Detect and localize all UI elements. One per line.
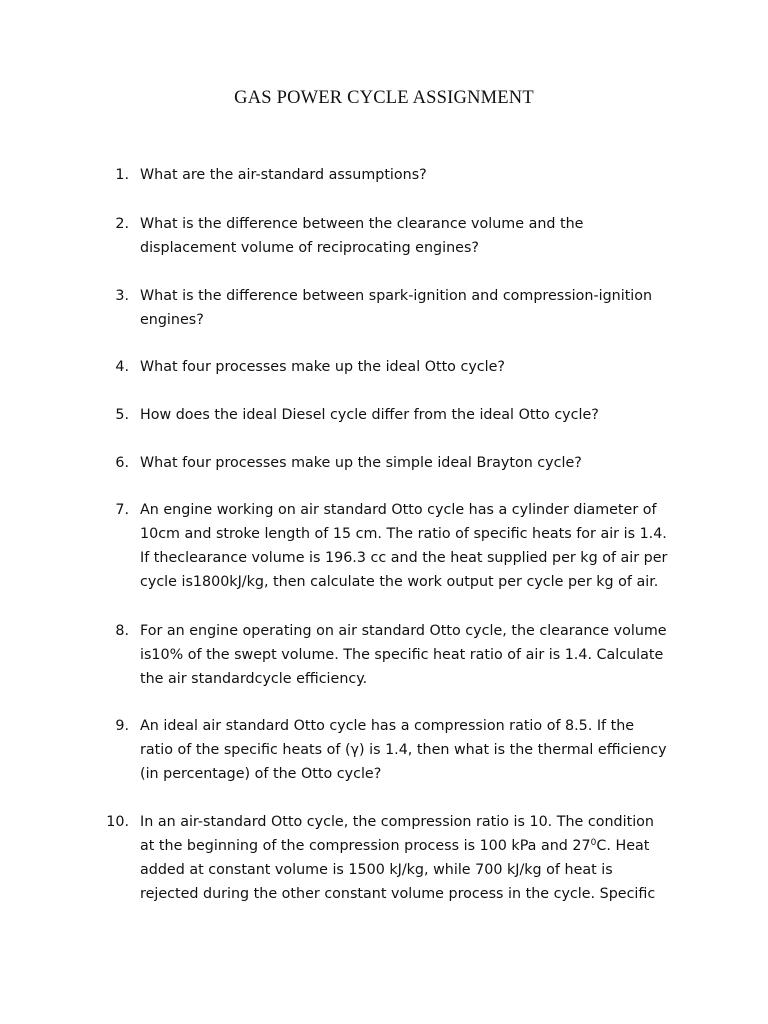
question-line: cycle is1800kJ/kg, then calculate the work output per cycle per kg of air. <box>140 574 659 590</box>
question-text <box>140 284 700 332</box>
question-text <box>140 212 700 260</box>
question-number: 6. <box>115 455 129 471</box>
question-number: 10. <box>106 814 129 830</box>
question-line-part: at the beginning of the compression process is 100 kPa and 27 <box>140 838 591 854</box>
question-line: ratio of the specific heats of (γ) is 1.4, then what is the thermal efficiency <box>140 742 667 758</box>
question-line-part: Heat <box>615 838 650 854</box>
question-text <box>140 355 700 379</box>
question-line: added at constant volume is 1500 kJ/kg, while 700 kJ/kg of heat is <box>140 862 613 878</box>
question-line: What is the difference between the clearance volume and the <box>140 216 584 232</box>
question-text <box>140 714 700 786</box>
question-line: How does the ideal Diesel cycle differ from the ideal Otto cycle? <box>140 407 599 423</box>
question-line: What is the difference between spark-ignition and compression-ignition <box>140 288 653 304</box>
question-line: displacement volume of reciprocating engines? <box>140 240 479 256</box>
question-number: 1. <box>115 167 129 183</box>
question-line: (in percentage) of the Otto cycle? <box>140 766 382 782</box>
question-text <box>140 619 700 691</box>
question-number: 8. <box>115 623 129 639</box>
question-line: 10cm and stroke length of 15 cm. The ratio of specific heats for air is 1.4. <box>140 526 667 542</box>
question-text <box>140 403 700 427</box>
question-text <box>140 498 700 594</box>
temperature-unit: C. <box>596 838 611 854</box>
question-number: 7. <box>115 502 129 518</box>
question-line: engines? <box>140 312 204 328</box>
question-line: is10% of the swept volume. The specific heat ratio of air is 1.4. Calculate <box>140 647 664 663</box>
question-line: the air standardcycle efficiency. <box>140 671 368 687</box>
question-text <box>140 451 700 475</box>
question-text <box>140 810 700 906</box>
question-line <box>140 834 700 858</box>
question-line: An engine working on air standard Otto cycle has a cylinder diameter of <box>140 502 657 518</box>
question-number: 5. <box>115 407 129 423</box>
question-number: 9. <box>115 718 129 734</box>
question-line: What are the air-standard assumptions? <box>140 167 427 183</box>
page-title: GAS POWER CYCLE ASSIGNMENT <box>234 88 534 108</box>
question-line: What four processes make up the simple ideal Brayton cycle? <box>140 455 582 471</box>
question-line: In an air-standard Otto cycle, the compression ratio is 10. The condition <box>140 814 654 830</box>
question-number: 3. <box>115 288 129 304</box>
question-line: If theclearance volume is 196.3 cc and the heat supplied per kg of air per <box>140 550 668 566</box>
question-line: An ideal air standard Otto cycle has a compression ratio of 8.5. If the <box>140 718 635 734</box>
question-number: 4. <box>115 359 129 375</box>
question-line: For an engine operating on air standard Otto cycle, the clearance volume <box>140 623 667 639</box>
temperature-superscript: 0 <box>590 838 597 848</box>
question-line: rejected during the other constant volume process in the cycle. Specific <box>140 886 656 902</box>
question-line: What four processes make up the ideal Otto cycle? <box>140 359 506 375</box>
question-number: 2. <box>115 216 129 232</box>
question-text <box>140 163 700 187</box>
